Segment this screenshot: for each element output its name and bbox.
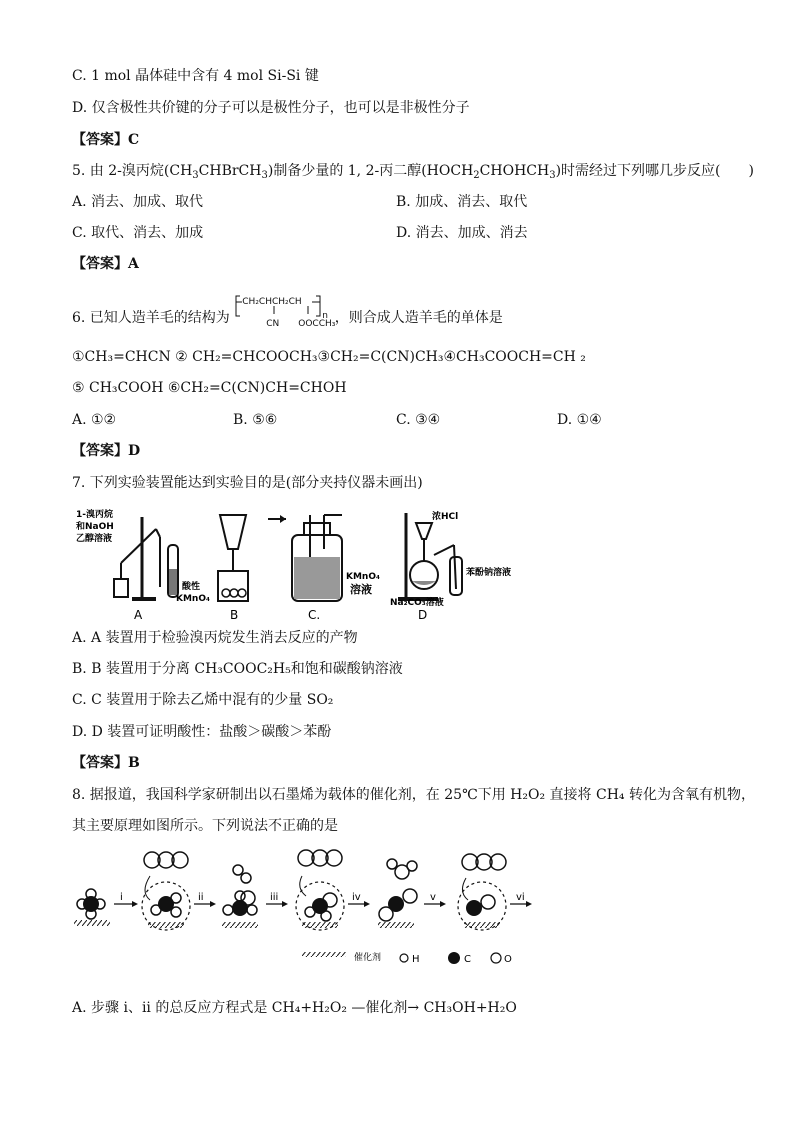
stage-3 <box>296 850 344 930</box>
legend-label: H <box>412 954 420 965</box>
q7-option-d: D. D 装置可证明酸性：盐酸＞碳酸＞苯酚 <box>72 724 332 740</box>
answer-value: A <box>128 256 139 272</box>
apparatus-c <box>268 515 380 622</box>
q6-monomers-2: ⑤ CH₃COOH ⑥CH₂=C(CN)CH=CHOH <box>72 380 347 396</box>
q4-option-d: D. 仅含极性共价键的分子可以是极性分子，也可以是非极性分子 <box>72 100 470 116</box>
fig-label: 1-溴丙烷 <box>76 510 113 520</box>
q5-option-c: C. 取代、消去、加成 <box>72 225 204 241</box>
q7-stem: 7. 下列实验装置能达到实验目的是(部分夹持仪器未画出) <box>72 475 423 491</box>
fig-label: 溶液 <box>350 583 372 596</box>
polymer-cn: CN <box>266 319 280 329</box>
legend-label: 催化剂 <box>354 953 382 963</box>
answer-value: B <box>128 755 140 771</box>
q5-stem-part: )时需经过下列哪几步反应( ) <box>555 163 754 179</box>
step-label: iv <box>352 892 361 903</box>
stage-2 <box>222 865 258 928</box>
q7-apparatus-figure <box>72 505 532 627</box>
q7-option-a: A. A 装置用于检验溴丙烷发生消去反应的产物 <box>72 630 358 646</box>
fig-caption: D <box>418 608 428 622</box>
q7-option-c: C. C 装置用于除去乙烯中混有的少量 SO₂ <box>72 692 334 708</box>
fig-caption: A <box>134 608 143 622</box>
answer-label: 【答案】 <box>72 256 128 272</box>
fig-caption: B <box>230 608 239 622</box>
step-label: v <box>430 892 436 903</box>
q8-stem-line2: 其主要原理如图所示。下列说法不正确的是 <box>72 818 338 834</box>
answer-label: 【答案】 <box>72 443 128 459</box>
q6-monomers-1: ①CH₃=CHCN ② CH₂=CHCOOCH₃③CH₂=C(CN)CH₃④CH₃COOCH=CH ₂ <box>72 349 586 365</box>
legend-label: O <box>504 954 512 965</box>
polymer-oac: OOCCH₃ <box>298 319 336 329</box>
apparatus-b <box>218 515 248 622</box>
q6-option-c: C. ③④ <box>396 412 441 428</box>
q5-option-a: A. 消去、加成、取代 <box>72 194 204 210</box>
fig-caption: C. <box>308 608 321 622</box>
stage-ch4 <box>74 889 110 926</box>
q7-option-b: B. B 装置用于分离 CH₃COOC₂H₅和饱和碳酸钠溶液 <box>72 661 403 677</box>
fig-label: 酸性 <box>182 582 201 592</box>
q8-option-a: A. 步骤 i、ii 的总反应方程式是 CH₄+H₂O₂ —催化剂→ CH₃OH+H₂O <box>72 1000 517 1016</box>
stage-4 <box>378 859 417 928</box>
answer-label: 【答案】 <box>72 132 128 148</box>
q6-option-b: B. ⑤⑥ <box>233 412 278 428</box>
q6-answer <box>72 441 140 461</box>
q5-option-b: B. 加成、消去、取代 <box>396 194 528 210</box>
fig-label: KMnO₄ <box>346 572 380 582</box>
step-label: ii <box>198 892 204 903</box>
polymer-chain: CH₂CHCH₂CH <box>242 297 302 307</box>
q8-stem-line1: 8. 据报道，我国科学家研制出以石墨烯为载体的催化剂，在 25℃下用 H₂O₂ 直接将 CH₄ 转化为含氧有机物， <box>72 787 755 803</box>
answer-value: C <box>128 132 140 148</box>
step-label: i <box>120 892 123 903</box>
fig-label: 和NaOH <box>76 522 114 532</box>
polymer-n: n <box>322 311 328 321</box>
q7-answer <box>72 753 140 773</box>
q5-stem-part: CHOHCH <box>479 163 550 179</box>
apparatus-a <box>76 508 210 622</box>
answer-label: 【答案】 <box>72 755 128 771</box>
q5-answer <box>72 254 139 274</box>
q6-option-a: A. ①② <box>72 412 117 428</box>
step-label: iii <box>270 892 279 903</box>
q6-option-d: D. ①④ <box>557 412 602 428</box>
polymer-structure <box>234 297 336 336</box>
fig-label: Na₂CO₃溶液 <box>390 598 444 608</box>
q5-option-d: D. 消去、加成、消去 <box>396 225 528 241</box>
q4-answer <box>72 130 139 150</box>
stage-1 <box>142 852 190 930</box>
q4-option-c: C. 1 mol 晶体硅中含有 4 mol Si-Si 键 <box>72 68 319 84</box>
q8-mechanism-figure <box>72 848 542 976</box>
q5-stem-part: CHBrCH <box>198 163 262 179</box>
fig-label: 苯酚钠溶液 <box>466 568 512 578</box>
stage-5 <box>458 854 506 930</box>
q6-stem <box>72 297 503 336</box>
legend-label: C <box>464 954 471 965</box>
q6-stem-part: ，则合成人造羊毛的单体是 <box>334 310 503 326</box>
apparatus-d <box>390 510 511 622</box>
answer-value: D <box>128 443 141 459</box>
mechanism-legend <box>302 951 512 965</box>
step-label: vi <box>516 892 525 903</box>
fig-label: 乙醇溶液 <box>76 534 113 544</box>
q5-stem-part: 5. 由 2-溴丙烷(CH <box>72 163 193 179</box>
q5-stem-part: )制备少量的 1, 2-丙二醇(HOCH <box>267 163 474 179</box>
q6-stem-part: 6. 已知人造羊毛的结构为 <box>72 310 230 326</box>
fig-label: 浓HCl <box>432 512 459 522</box>
fig-label: KMnO₄ <box>176 594 210 604</box>
q5-stem: 5. 由 2-溴丙烷$(CH_3CHBrCH_3)$制备少量的 1, 2-丙二醇$(HOCH_2CHOHCH_3)$时需经过下列哪几步反应( ) <box>72 163 754 181</box>
